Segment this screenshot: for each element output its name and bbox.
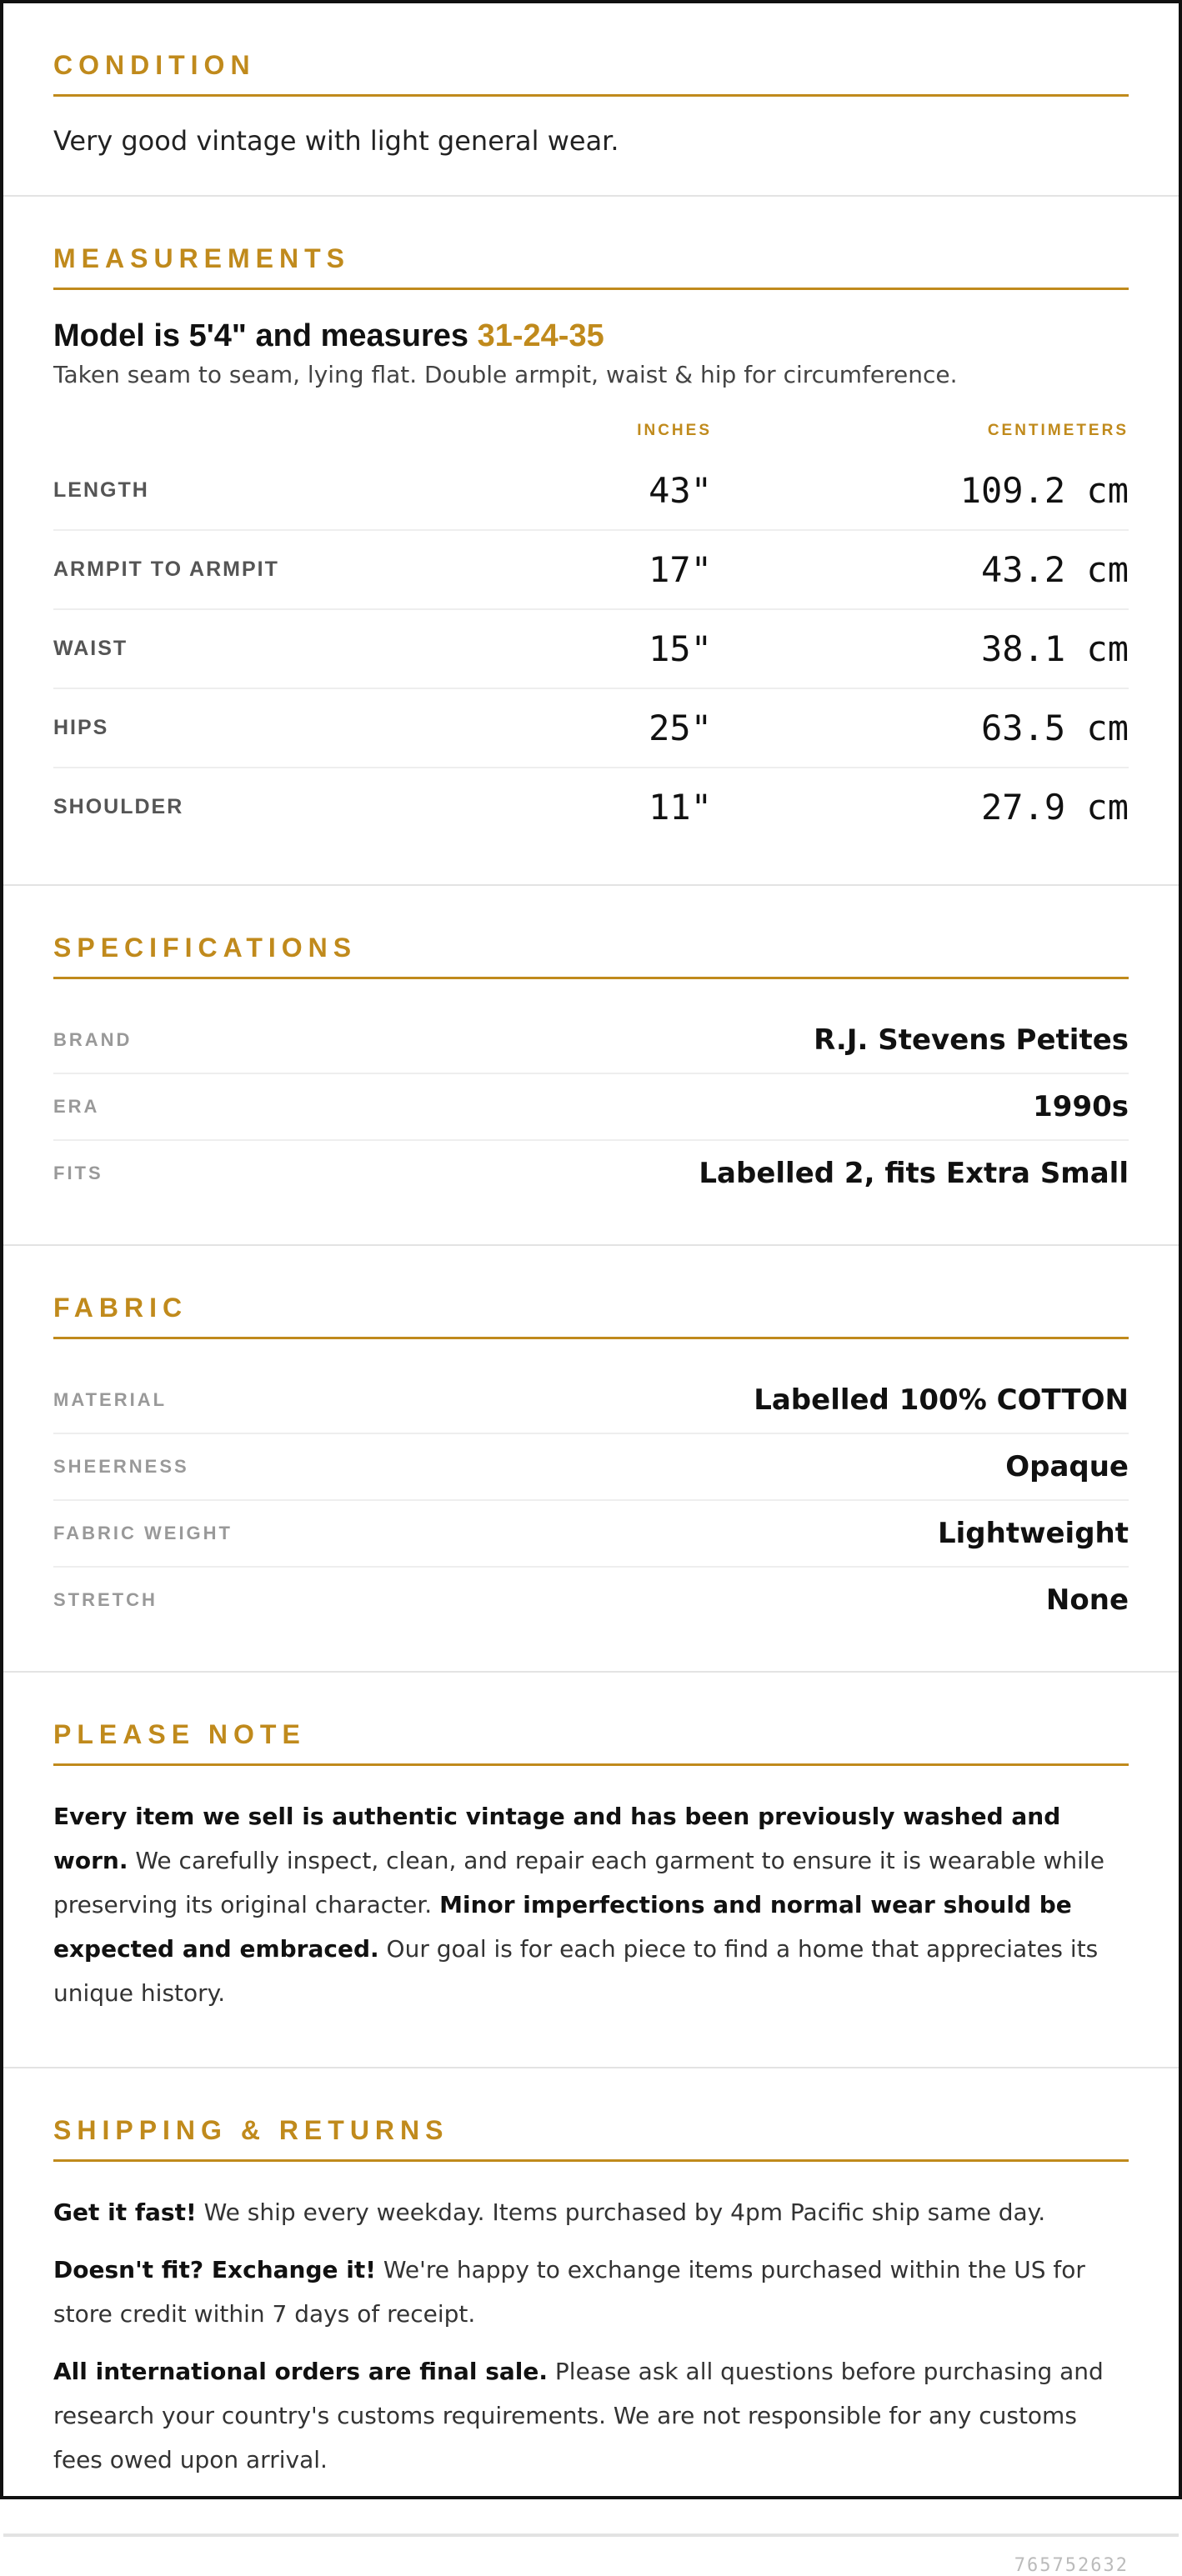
fabric-value: Lightweight [937, 1517, 1129, 1550]
shipping-p2-text: We're happy to exchange items purchased within the US for store credit within 7 days of receipt. [53, 2256, 1085, 2328]
spec-value: Labelled 2, fits Extra Small [699, 1157, 1129, 1190]
measurement-inches: 25" [649, 708, 712, 748]
footer [3, 2535, 1179, 2576]
measurement-cm: 63.5 cm [980, 708, 1129, 748]
spec-label: ERA [53, 1096, 100, 1117]
measurement-inches: 43" [649, 470, 712, 511]
measurement-label: ARMPIT TO ARMPIT [53, 558, 279, 581]
measurement-row [53, 768, 1129, 846]
measurement-cm: 38.1 cm [980, 628, 1129, 669]
measurements-section [3, 197, 1179, 886]
measurement-inches: 15" [649, 628, 712, 669]
measurement-cm: 43.2 cm [980, 549, 1129, 590]
fabric-label: SHEERNESS [53, 1456, 189, 1477]
measurement-inches: 17" [649, 549, 712, 590]
measurement-cm: 109.2 cm [959, 470, 1129, 511]
fabric-row-weight [53, 1501, 1129, 1568]
shipping-p3-text: Please ask all questions before purchasing and research your country's customs requirements. We are not responsible for any customs fees owed upon arrival. [53, 2358, 1104, 2473]
note-bold-1: Every item we sell is authentic vintage and has been previously washed and worn. [53, 1803, 1061, 1874]
fabric-value: None [1045, 1583, 1129, 1617]
specifications-section [3, 886, 1179, 1246]
fabric-value: Labelled 100% COTTON [754, 1383, 1129, 1417]
note-title: PLEASE NOTE [53, 1719, 1129, 1766]
note-text-2: Our goal is for each piece to find a home that appreciates its unique history. [53, 1935, 1099, 2007]
note-paragraph [53, 1794, 1129, 2015]
measurement-row [53, 452, 1129, 531]
measurements-title: MEASUREMENTS [53, 243, 1129, 290]
model-line [53, 318, 1129, 354]
note-text-1: We carefully inspect, clean, and repair each garment to ensure it is wearable while preserving its original character. [53, 1847, 1104, 1918]
fabric-row-stretch [53, 1568, 1129, 1633]
condition-section [3, 3, 1179, 197]
measurement-cm: 27.9 cm [980, 787, 1129, 828]
note-section [3, 1673, 1179, 2068]
shipping-p1-text: We ship every weekday. Items purchased by 4pm Pacific ship same day. [196, 2198, 1046, 2226]
measurements-table [53, 452, 1129, 846]
spec-value: 1990s [1033, 1090, 1129, 1123]
shipping-title: SHIPPING & RETURNS [53, 2115, 1129, 2162]
spec-row-fits [53, 1141, 1129, 1206]
spec-row-brand [53, 1008, 1129, 1074]
measurement-row [53, 689, 1129, 768]
measurement-row [53, 610, 1129, 689]
fabric-label: FABRIC WEIGHT [53, 1523, 233, 1543]
spec-row-era [53, 1074, 1129, 1141]
specifications-list [53, 1008, 1129, 1206]
measurement-label: WAIST [53, 637, 128, 660]
condition-text: Very good vintage with light general wear. [53, 125, 619, 157]
fabric-section [3, 1246, 1179, 1673]
fabric-label: STRETCH [53, 1589, 158, 1610]
spec-label: FITS [53, 1163, 103, 1183]
measurement-label: HIPS [53, 716, 109, 739]
measurement-label: SHOULDER [53, 795, 184, 818]
measurement-label: LENGTH [53, 478, 149, 502]
fabric-list [53, 1368, 1129, 1633]
product-id: 765752632 [1014, 2555, 1129, 2576]
fabric-title: FABRIC [53, 1293, 1129, 1339]
shipping-paragraph-2 [53, 2248, 1129, 2336]
shipping-section [3, 2068, 1179, 2535]
measurements-subtitle: Taken seam to seam, lying flat. Double armpit, waist & hip for circumference. [53, 361, 958, 388]
fabric-row-sheerness [53, 1434, 1129, 1501]
model-stats: 31-24-35 [477, 318, 604, 353]
shipping-paragraph-1 [53, 2190, 1129, 2234]
fabric-value: Opaque [1005, 1450, 1129, 1483]
shipping-p2-bold: Doesn't fit? Exchange it! [53, 2256, 376, 2283]
fabric-label: MATERIAL [53, 1389, 168, 1410]
spec-label: BRAND [53, 1029, 133, 1050]
shipping-paragraph-3 [53, 2349, 1129, 2482]
fabric-row-material [53, 1368, 1129, 1434]
model-prefix: Model is 5'4" and measures [53, 318, 478, 353]
measurement-inches: 11" [649, 787, 712, 828]
note-bold-2: Minor imperfections and normal wear should be expected and embraced. [53, 1891, 1072, 1963]
condition-title: CONDITION [53, 50, 1129, 97]
spec-value: R.J. Stevens Petites [814, 1023, 1129, 1057]
measurements-header [53, 422, 1129, 440]
shipping-p3-bold: All international orders are final sale. [53, 2358, 548, 2385]
shipping-p1-bold: Get it fast! [53, 2198, 197, 2226]
col-inches-header: INCHES [637, 422, 712, 439]
specifications-title: SPECIFICATIONS [53, 933, 1129, 979]
col-cm-header: CENTIMETERS [987, 422, 1129, 439]
measurement-row [53, 531, 1129, 610]
